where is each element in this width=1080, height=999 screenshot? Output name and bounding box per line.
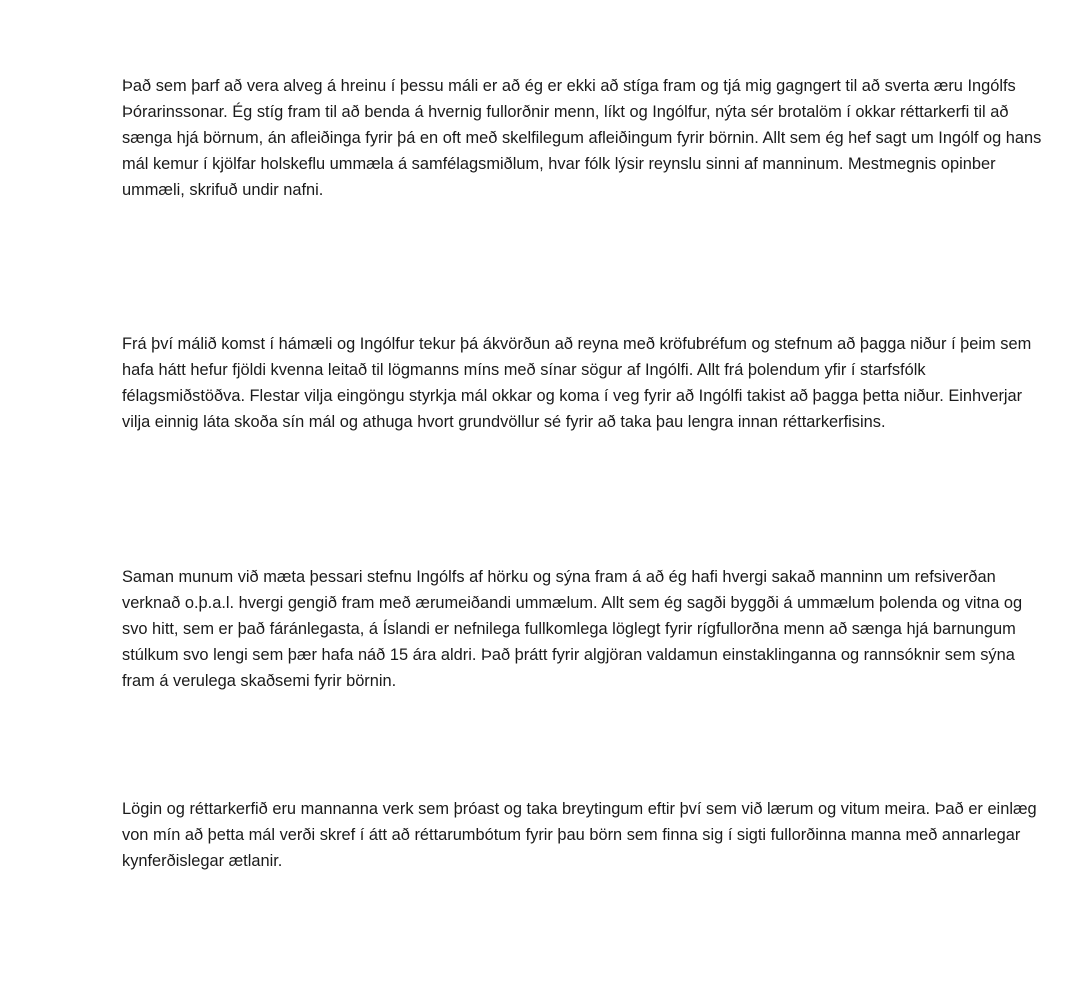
paragraph-3: Saman munum við mæta þessari stefnu Ingólfs af hörku og sýna fram á að ég hafi hvergi sakað manninn um refsiverðan verknað o.þ.a.l. hvergi gengið fram með ærumeiðandi ummælum. Allt sem ég sagði byggði á ummælum þolenda og vitna og svo hitt, sem er það fáránlegasta, á Íslandi er nefnilega fullkomlega löglegt fyrir rígfullorðna menn að sænga hjá barnungum stúlkum svo lengi sem þær hafa náð 15 ára aldri. Það þrátt fyrir algjöran valdamun einstaklinganna og rannsóknir sem sýna fram á verulega skaðsemi fyrir börnin. <box>122 568 1023 690</box>
paragraph-4: Lögin og réttarkerfið eru mannanna verk sem þróast og taka breytingum eftir því sem við lærum og vitum meira. Það er einlæg von mín að þetta mál verði skref í átt að réttarumbótum fyrir þau börn sem finna sig í sigti fullorðinna manna með annarlegar kynferðislegar ætlanir. <box>122 800 1037 870</box>
paragraph-1: Það sem þarf að vera alveg á hreinu í þessu máli er að ég er ekki að stíga fram og tjá mig gagngert til að sverta æru Ingólfs Þórarinssonar. Ég stíg fram til að benda á hvernig fullorðnir menn, líkt og Ingólfur, nýta sér brotalöm í okkar réttarkerfi til að sænga hjá börnum, án afleiðinga fyrir þá en oft með skelfilegum afleiðingum fyrir börnin. Allt sem ég hef sagt um Ingólf og hans mál kemur í kjölfar holskeflu ummæla á samfélagsmiðlum, hvar fólk lýsir reynslu sinni af manninum. Mestmegnis opinber ummæli, skrifuð undir nafni. <box>122 77 1042 199</box>
paragraph-2: Frá því málið komst í hámæli og Ingólfur tekur þá ákvörðun að reyna með kröfubréfum og stefnum að þagga niður í þeim sem hafa hátt hefur fjöldi kvenna leitað til lögmanns míns með sínar sögur af Ingólfi. Allt frá þolendum yfir í starfsfólk félagsmiðstöðva. Flestar vilja eingöngu styrkja mál okkar og koma í veg fyrir að Ingólfi takist að þagga þetta niður. Einhverjar vilja einnig láta skoða sín mál og athuga hvort grundvöllur sé fyrir að taka þau lengra innan réttarkerfisins. <box>122 335 1032 431</box>
